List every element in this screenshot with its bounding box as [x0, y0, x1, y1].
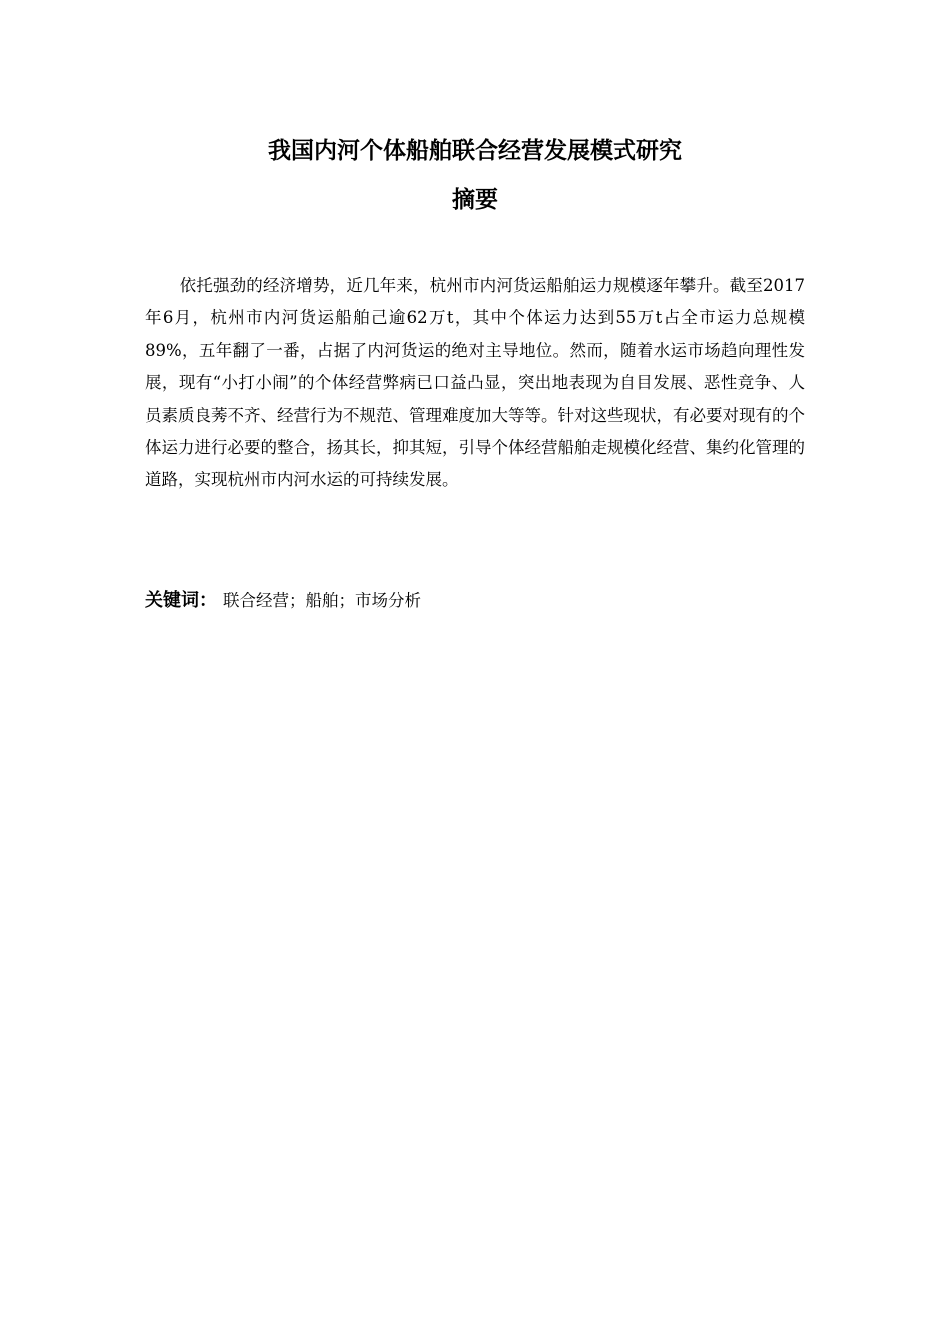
- abstract-heading: 摘要: [452, 187, 498, 213]
- paper-title: 我国内河个体船舶联合经营发展模式研究: [268, 138, 682, 164]
- keywords-line: [145, 585, 805, 617]
- keywords-values: 联合经营；船舶；市场分析: [223, 591, 421, 610]
- abstract-body: 依托强劲的经济增势，近几年来，杭州市内河货运船舶运力规模逐年攀升。截至2017年6月，杭州市内河货运船舶己逾62万t，其中个体运力达到55万t占全市运力总规模89%，五年翻了一番，占据了内河货运的绝对主导地位。然而，随着水运市场趋向理性发展，现有“小打小闹”的个体经营弊病已口益凸显，突出地表现为自目发展、恶性竞争、人员素质良莠不齐、经营行为不规范、管理难度加大等等。针对这些现状，有必要对现有的个体运力进行必要的整合，扬其长，抑其短，引导个体经营船舶走规模化经营、集约化管理的道路，实现杭州市内河水运的可持续发展。: [145, 276, 805, 490]
- keywords-label: 关键词：: [145, 590, 217, 611]
